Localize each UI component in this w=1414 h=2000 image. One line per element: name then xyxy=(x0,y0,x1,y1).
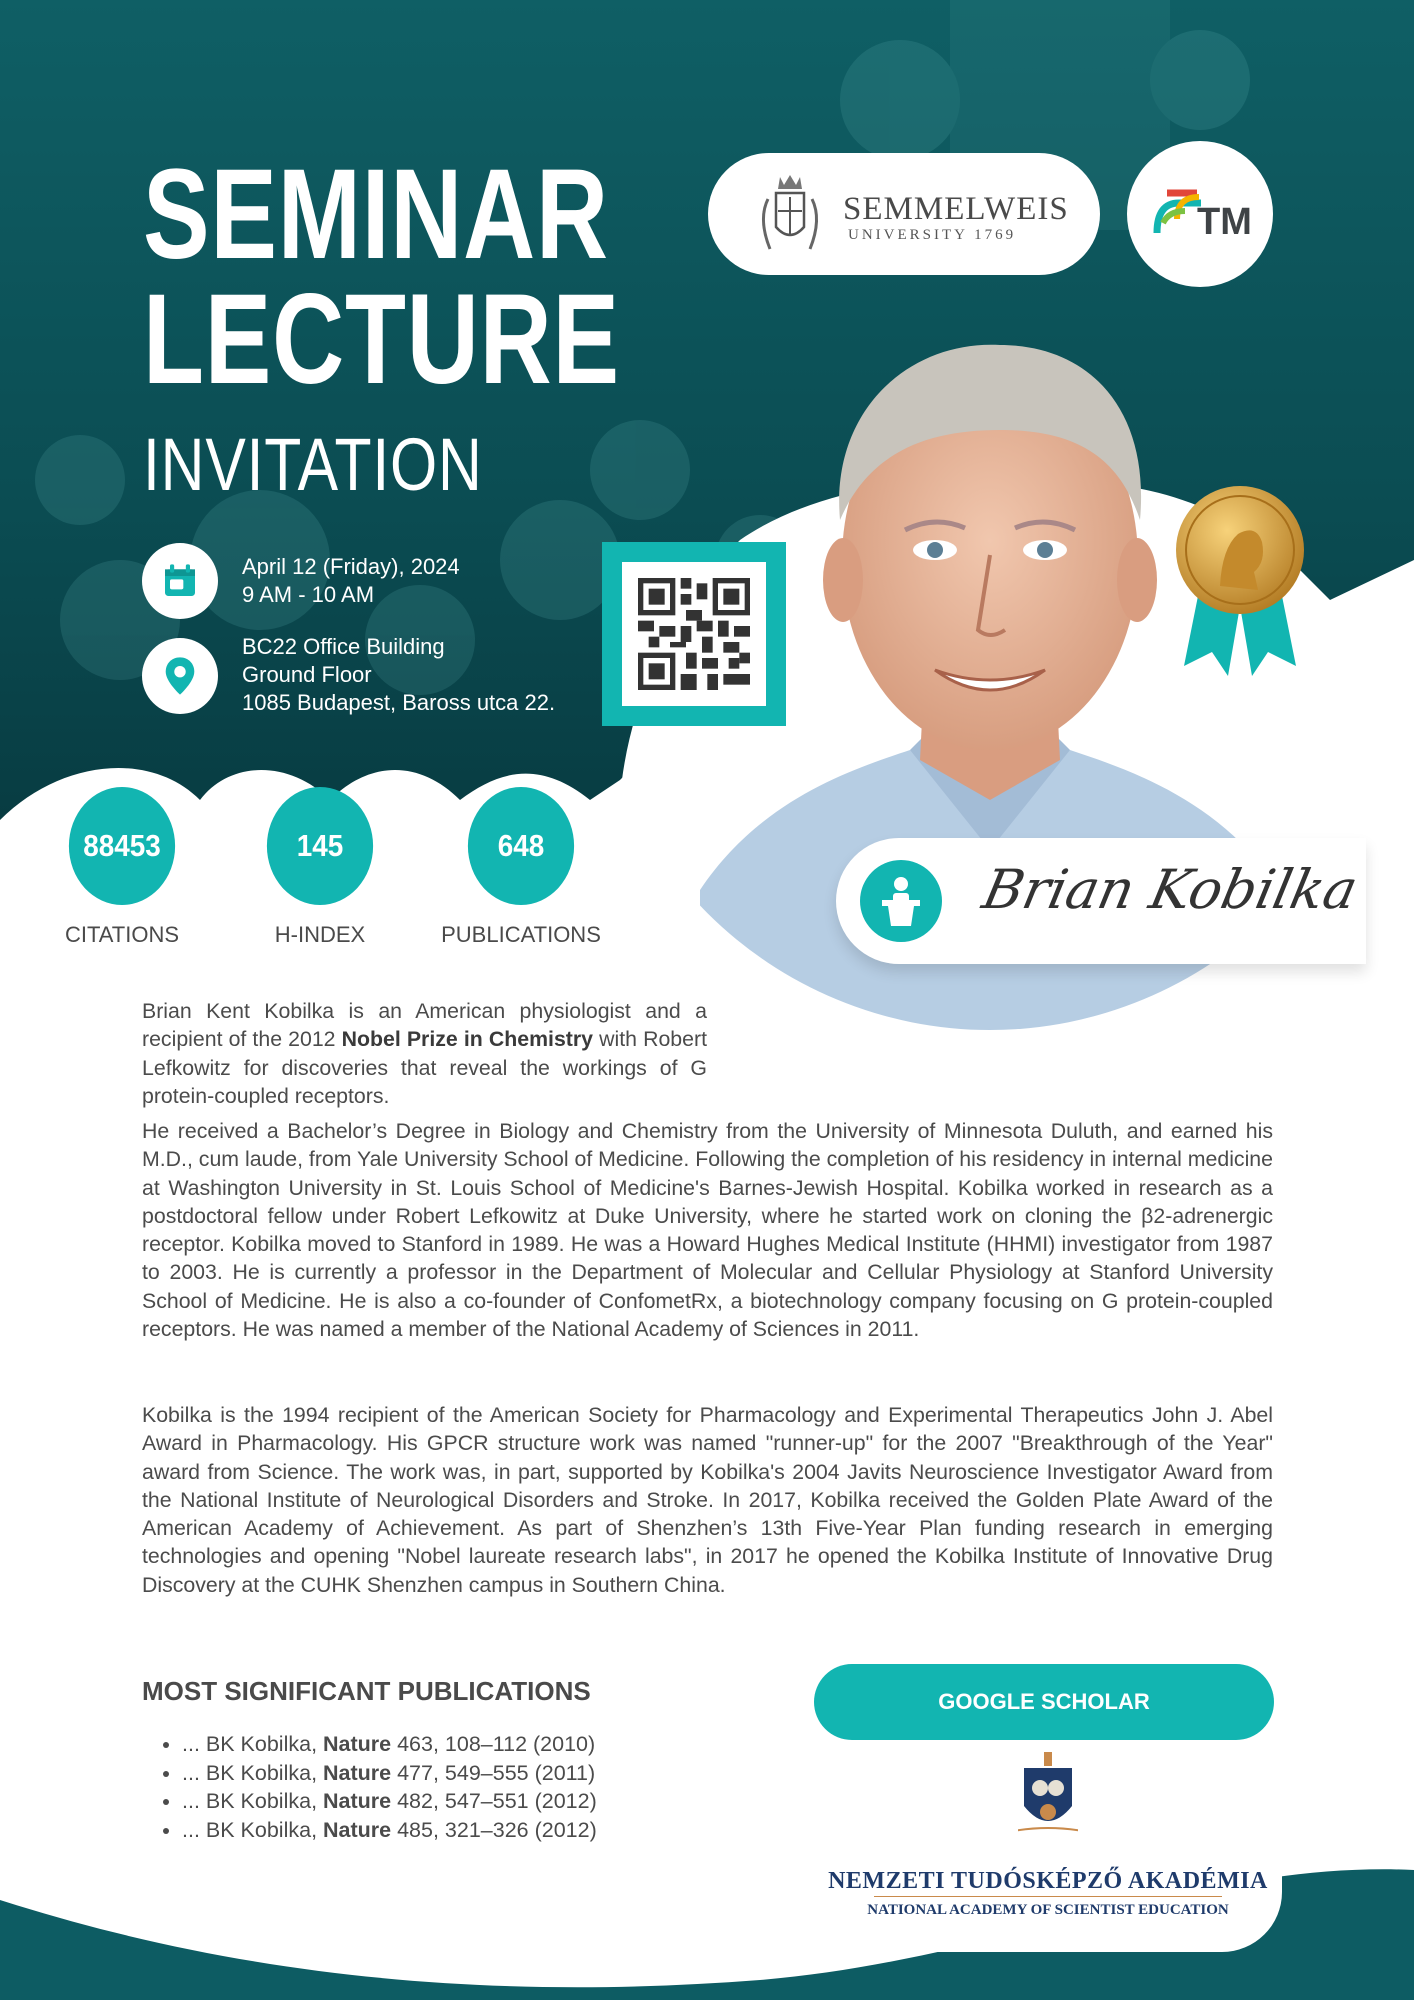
location-line-3: 1085 Budapest, Baross utca 22. xyxy=(242,690,556,715)
semmelweis-crest-icon xyxy=(750,169,830,261)
podium-speaker-icon xyxy=(878,876,924,926)
academy-crest-icon xyxy=(1018,1752,1078,1842)
bio-intro-after: with Robert Lefkowitz for discoveries that reveal the workings of G protein-coupled receptors. xyxy=(142,1027,707,1108)
event-time: 9 AM - 10 AM xyxy=(242,582,375,607)
publications-heading: MOST SIGNIFICANT PUBLICATIONS xyxy=(142,1676,591,1706)
calendar-icon-wrap xyxy=(142,543,218,619)
speaker-name: Brian Kobilka xyxy=(977,858,1364,921)
qr-code-frame[interactable] xyxy=(602,542,786,726)
semmelweis-logo xyxy=(708,153,1100,275)
publication-item: • ... BK Kobilka, Nature 477, 549–555 (2011) xyxy=(182,1759,597,1788)
academy-divider xyxy=(874,1896,1222,1897)
stat-publications-value: 648 xyxy=(468,787,574,905)
event-date-block xyxy=(242,553,460,609)
semmelweis-wordmark: SEMMELWEIS xyxy=(843,191,1069,227)
speaker-badge xyxy=(860,860,942,942)
title-lecture: LECTURE xyxy=(143,268,620,411)
publications-list xyxy=(142,1730,597,1844)
calendar-icon xyxy=(160,561,200,601)
event-date: April 12 (Friday), 2024 xyxy=(242,554,460,579)
semmelweis-subtitle: UNIVERSITY 1769 xyxy=(848,227,1017,243)
title-seminar: SEMINAR xyxy=(143,143,609,286)
title-invitation: INVITATION xyxy=(143,423,483,506)
academy-logo xyxy=(814,1752,1282,1952)
publication-item: • ... BK Kobilka, Nature 482, 547–551 (2012) xyxy=(182,1787,597,1816)
bio-paragraph-2: He received a Bachelor’s Degree in Biology and Chemistry from the University of Minnesota Duluth, and earned his M.D., cum laude, from Yale University School of Medicine. Following the completion of his residency in internal medicine at Washington University in St. Louis School of Medicine's Barnes-Jewish Hospital. Kobilka worked in research as a postdoctoral fellow under Robert Lefkowitz at Duke University, where he started work on cloning the β2-adrenergic receptor. Kobilka moved to Stanford in 1989. He was a Howard Hughes Medical Institute (HHMI) investigator from 1987 to 2003. He is currently a professor in the Department of Molecular and Cellular Physiology at Stanford University School of Medicine. He is also a co-founder of ConfometRx, a biotechnology company focusing on G protein-coupled receptors. He was named a member of the National Academy of Sciences in 2011. xyxy=(142,1119,1273,1342)
location-line-2: Ground Floor xyxy=(242,662,372,687)
publication-item: • ... BK Kobilka, Nature 463, 108–112 (2010) xyxy=(182,1730,597,1759)
stat-hindex-value: 145 xyxy=(267,787,373,905)
tm-logo xyxy=(1127,141,1273,287)
stat-citations-value: 88453 xyxy=(69,787,175,905)
stat-publications-label: PUBLICATIONS xyxy=(441,922,601,947)
bio-intro xyxy=(142,997,707,1110)
stat-citations-label: CITATIONS xyxy=(64,922,180,947)
location-line-1: BC22 Office Building xyxy=(242,634,445,659)
tm-wordmark: TM xyxy=(1197,201,1252,243)
stat-hindex-label: H-INDEX xyxy=(274,922,366,947)
publication-item: • ... BK Kobilka, Nature 485, 321–326 (2012) xyxy=(182,1816,597,1845)
nobel-medal-icon xyxy=(1170,486,1310,682)
bio-paragraph-3: Kobilka is the 1994 recipient of the American Society for Pharmacology and Experimental Therapeutics John J. Abel Award in Pharmacology. His GPCR structure work was named "runner-up" for the 2007 "Breakthrough of the Year" award from Science. The work was, in part, supported by Kobilka's 2004 Javits Neuroscience Investigator Award from the National Institute of Neurological Disorders and Stroke. In 2017, Kobilka received the Golden Plate Award of the American Academy of Achievement. As part of Shenzhen’s 13th Five-Year Plan funding research in emerging technologies and opening "Nobel laureate research labs", in 2017 he opened the Kobilka Institute of Innovative Drug Discovery at the CUHK Shenzhen campus in Southern China. xyxy=(142,1403,1273,1597)
qr-code[interactable] xyxy=(638,578,750,690)
academy-subtitle: NATIONAL ACADEMY OF SCIENTIST EDUCATION xyxy=(867,1902,1229,1918)
location-icon-wrap xyxy=(142,638,218,714)
bio-intro-bold: Nobel Prize in Chemistry xyxy=(341,1027,594,1052)
academy-name: NEMZETI TUDÓSKÉPZŐ AKADÉMIA xyxy=(828,1868,1268,1894)
google-scholar-button[interactable]: GOOGLE SCHOLAR xyxy=(814,1664,1274,1740)
location-pin-icon xyxy=(162,656,198,696)
event-location-block xyxy=(242,633,555,717)
bio-intro-before: Brian Kent Kobilka is an American physiologist and a recipient of the 2012 xyxy=(142,999,707,1052)
